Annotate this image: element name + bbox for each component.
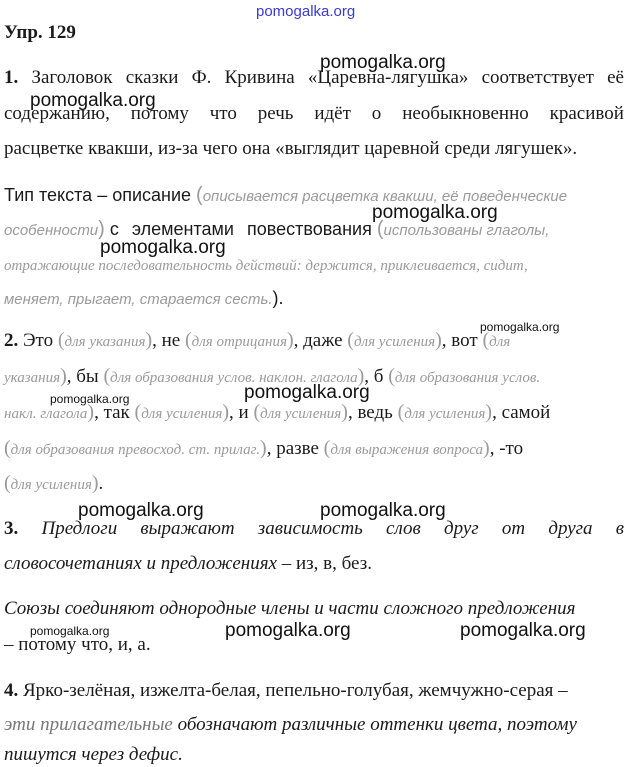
p2-number: 2. bbox=[4, 330, 19, 351]
p1-line1 bbox=[4, 67, 624, 89]
p4-text: эти прилагательные bbox=[4, 714, 173, 735]
p1-line3: расцветке квакши, из-за чего она «выглядит царевной среди лягушек». bbox=[4, 138, 578, 159]
p3-line1 bbox=[4, 518, 624, 540]
p2-line2: указания), бы (для образования услов. наклон. глагола), б (для образования услов. bbox=[4, 365, 541, 387]
watermark: pomogalka.org bbox=[372, 202, 498, 223]
p2-note: для отрицания bbox=[191, 334, 287, 350]
p2-word: даже bbox=[303, 330, 343, 351]
exercise-title: Упр. 129 bbox=[4, 22, 76, 43]
p3-line4: – потому что, и, а. bbox=[4, 634, 151, 655]
p2-word: и bbox=[238, 402, 249, 423]
p2-line5: (для усиления). bbox=[4, 472, 104, 494]
p2-note: для образования услов. наклон. глагола bbox=[110, 370, 358, 386]
p2-note: для образования превосход. ст. прилаг. bbox=[10, 442, 261, 458]
p2-note: указания bbox=[4, 370, 61, 386]
watermark: pomogalka.org bbox=[30, 90, 156, 111]
watermark: pomogalka.org bbox=[225, 620, 351, 641]
watermark: pomogalka.org bbox=[480, 320, 560, 334]
p2-note: для указания bbox=[64, 334, 146, 350]
watermark: pomogalka.org bbox=[50, 392, 130, 406]
watermark: pomogalka.org bbox=[30, 624, 110, 638]
p4-number: 4. bbox=[4, 680, 19, 701]
p2-line4: (для образования превосход. ст. прилаг.), разве (для выражения вопроса), -то bbox=[4, 437, 524, 459]
p3-examples: – из, в, без. bbox=[281, 553, 372, 574]
p2-word: ведь bbox=[357, 402, 393, 423]
type-note2: использованы глаголы, bbox=[383, 222, 550, 239]
p2-note: для усиления bbox=[353, 334, 436, 350]
p4-text: обозначают различные оттенки цвета, поэтому bbox=[177, 714, 577, 735]
p2-word: вот bbox=[451, 330, 478, 351]
watermark: pomogalka.org bbox=[100, 237, 226, 258]
p4-line1 bbox=[4, 680, 568, 702]
p2-note: для выражения вопроса bbox=[330, 442, 484, 458]
p2-note: для bbox=[489, 334, 511, 350]
p2-line1: 2. Это (для указания), не (для отрицания), даже (для усиления), вот (для bbox=[4, 329, 511, 351]
p2-note: для усиления bbox=[260, 406, 342, 422]
type-line1: Тип текста – описание (описывается расцветка квакши, её поведенческие bbox=[4, 184, 568, 206]
type-line2: особенности) с элементами повествования (использованы глаголы, bbox=[4, 218, 550, 240]
p1-line2: содержанию, потому что речь идёт о необыкновенно красивой bbox=[4, 103, 624, 124]
p2-note: для усиления bbox=[141, 406, 223, 422]
type-note2-cont: отражающие последовательность действий: держится, приклеивается, сидит, bbox=[4, 258, 528, 274]
p2-word: -то bbox=[499, 438, 524, 459]
p3-text: словосочетаниях и предложениях bbox=[4, 553, 277, 574]
p3-line2 bbox=[4, 553, 372, 575]
p2-note: для образования услов. bbox=[394, 370, 541, 386]
watermark: pomogalka.org bbox=[244, 382, 370, 403]
type-line3 bbox=[4, 254, 528, 277]
p4-text: Ярко-зелёная, изжелта-белая, пепельно-голубая, жемчужно-серая – bbox=[23, 680, 568, 701]
watermark: pomogalka.org bbox=[256, 3, 356, 20]
p2-word: разве bbox=[276, 438, 319, 459]
type-intro: Тип текста – описание bbox=[4, 185, 192, 205]
watermark: pomogalka.org bbox=[320, 500, 446, 521]
p2-note: для усиления bbox=[404, 406, 486, 422]
p2-word: б bbox=[373, 366, 384, 387]
p1-number: 1. bbox=[4, 67, 19, 88]
p2-word: бы bbox=[76, 366, 99, 387]
p2-word: не bbox=[161, 330, 181, 351]
p3-number: 3. bbox=[4, 518, 19, 539]
type-note1-end: особенности bbox=[4, 222, 99, 239]
p3-line3: Союзы соединяют однородные члены и части сложного предложения bbox=[4, 598, 576, 619]
type-mid: с элементами повествования bbox=[109, 219, 372, 239]
type-note2-end: меняет, прыгает, старается сесть. bbox=[4, 291, 273, 308]
watermark: pomogalka.org bbox=[78, 500, 204, 521]
p4-line2 bbox=[4, 714, 577, 736]
p1-text: Заголовок сказки Ф. Кривина «Царевна-лягушка» соответствует её bbox=[31, 67, 624, 88]
watermark: pomogalka.org bbox=[460, 620, 586, 641]
type-note1: описывается расцветка квакши, её поведенческие bbox=[202, 188, 568, 205]
type-line4: меняет, прыгает, старается сесть.). bbox=[4, 288, 284, 308]
p2-note: для усиления bbox=[10, 477, 92, 493]
p3-text: Предлоги выражают зависимость слов друг от друга в bbox=[41, 518, 625, 539]
p2-note: накл. глагола bbox=[4, 406, 88, 422]
watermark: pomogalka.org bbox=[320, 52, 446, 73]
p2-word: так bbox=[103, 402, 130, 423]
p2-word: Это bbox=[23, 330, 54, 351]
p2-word: самой bbox=[501, 402, 551, 423]
p4-line3: пишутся через дефис. bbox=[4, 744, 183, 765]
p2-line3: накл. глагола), так (для усиления), и (для усиления), ведь (для усиления), самой bbox=[4, 401, 551, 423]
